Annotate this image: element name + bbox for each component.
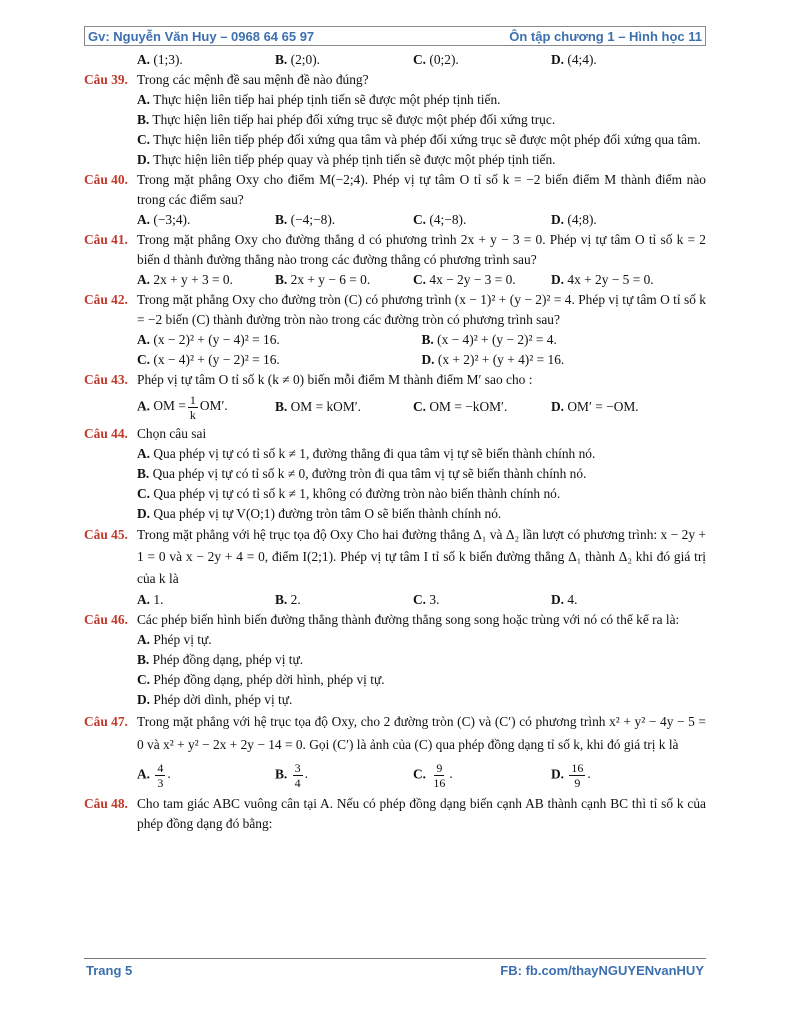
q47-option-a: $\frac{4}{3}$ . (157, 760, 171, 790)
question-stem: Trong mặt phẳng với hệ trục tọa độ Oxy, cho 2 đường tròn (C) và (C′) có phương trình x² + y² − 4y − 5 = 0 và x² + y² − 2x + 2y − 14 = 0. Gọi (C′) là ảnh của (C) qua phép đồng dạng tỉ số k, khi đó giá trị k là (137, 714, 706, 752)
q38-options: A. (1;3). B. (2;0). C. (0;2). D. (4;4). (137, 52, 597, 67)
question-40 (84, 170, 706, 210)
question-43 (84, 370, 706, 390)
q38-option-c: (0;2). (429, 52, 459, 67)
q41-options: A. 2x + y + 3 = 0. B. 2x + y − 6 = 0. C. 4x − 2y − 3 = 0. D. 4x + 2y − 5 = 0. (137, 272, 654, 287)
question-number: Câu 44. (84, 426, 128, 441)
facebook-link[interactable]: FB: fb.com/thayNGUYENvanHUY (500, 963, 704, 978)
q45-option-c: 3. (429, 592, 440, 607)
q47-option-d: $\frac{16}{9}$ . (571, 760, 591, 790)
question-number: Câu 48. (84, 796, 128, 811)
q40-option-d: (4;8). (567, 212, 597, 227)
q40-option-c: (4;−8). (429, 212, 467, 227)
q40-options: A. (−3;4). B. (−4;−8). C. (4;−8). D. (4;8). (137, 212, 597, 227)
question-stem: Trong mặt phẳng với hệ trục tọa độ Oxy Cho hai đường thẳng Δ₁ và Δ₂ lần lượt có phương trình: x − 2y + 1 = 0 và x − 2y + 4 = 0, điểm I(2;1). Phép vị tự tâm I tỉ số k biến đường thẳng Δ₁ thành Δ₂ khi đó giá trị của k là (137, 527, 706, 586)
q44-option-d: D. Qua phép vị tự V(O;1) đường tròn tâm O sẽ biến thành chính nó. (137, 506, 502, 521)
q42-options-cd: C. (x − 4)² + (y − 2)² = 16. D. (x + 2)² + (y + 4)² = 16. (137, 352, 565, 367)
question-47 (84, 710, 706, 756)
page-content (84, 50, 706, 834)
q47-option-b: $\frac{3}{4}$ . (294, 760, 308, 790)
question-41 (84, 230, 706, 270)
q45-option-b: 2. (290, 592, 301, 607)
page-footer (84, 958, 706, 978)
q41-option-d: 4x + 2y − 5 = 0. (567, 272, 654, 287)
header-author: Gv: Nguyễn Văn Huy – 0968 64 65 97 (88, 28, 315, 44)
question-46 (84, 610, 706, 630)
q43-option-d: OM′ = −OM. (567, 399, 639, 414)
q38-option-d: (4;4). (567, 52, 597, 67)
q45-option-d: 4. (567, 592, 578, 607)
q39-option-a: A. Thực hiện liên tiếp hai phép tịnh tiến sẽ được một phép tịnh tiến. (137, 92, 501, 107)
q41-option-a: 2x + y + 3 = 0. (153, 272, 233, 287)
question-stem: Trong mặt phẳng Oxy cho đường tròn (C) có phương trình (x − 1)² + (y − 2)² = 4. Phép vị tự tâm O tỉ số k = −2 biến (C) thành đường tròn nào trong các đường tròn có phương trình sau? (137, 292, 706, 327)
q45-options: A. 1. B. 2. C. 3. D. 4. (137, 592, 578, 607)
q40-option-b: (−4;−8). (290, 212, 336, 227)
question-stem: Trong mặt phẳng Oxy cho điểm M(−2;4). Phép vị tự tâm O tỉ số k = −2 biến điểm M thành điểm nào trong các điểm sau? (137, 172, 706, 207)
q44-option-b: B. Qua phép vị tự có tỉ số k ≠ 0, đường tròn đi qua tâm vị tự sẽ biến thành chính nó. (137, 466, 587, 481)
q46-option-c: C. Phép đồng dạng, phép dời hình, phép vị tự. (137, 672, 385, 687)
question-stem: Phép vị tự tâm O tỉ số k (k ≠ 0) biến mỗi điểm M thành điểm M′ sao cho : (137, 372, 533, 387)
q39-option-d: D. Thực hiện liên tiếp phép quay và phép tịnh tiến sẽ được một phép tịnh tiến. (137, 152, 556, 167)
q47-options: A. $\frac{4}{3}$ . B. $\frac{3}{4}$ . C. $\frac{9}{16}$ . D. $\frac{16}{9}$ . (137, 760, 591, 790)
question-number: Câu 42. (84, 292, 128, 307)
question-48 (84, 794, 706, 834)
q42-option-c: (x − 4)² + (y − 2)² = 16. (153, 352, 280, 367)
q42-option-b: (x − 4)² + (y − 2)² = 4. (437, 332, 557, 347)
q38-option-b: (2;0). (290, 52, 321, 67)
q42-option-a: (x − 2)² + (y − 4)² = 16. (153, 332, 280, 347)
q40-option-a: (−3;4). (153, 212, 191, 227)
page-number: Trang 5 (86, 963, 133, 978)
question-number: Câu 45. (84, 527, 128, 542)
q46-option-d: D. Phép dời dình, phép vị tự. (137, 692, 293, 707)
q43-option-c: OM = −kOM′. (429, 399, 508, 414)
question-39 (84, 70, 706, 90)
question-stem: Trong các mệnh đề sau mệnh đề nào đúng? (137, 72, 369, 87)
q44-option-a: A. Qua phép vị tự có tỉ số k ≠ 1, đường thẳng đi qua tâm vị tự sẽ biến thành chính nó. (137, 446, 596, 461)
q38-option-a: (1;3). (153, 52, 183, 67)
q46-option-a: A. Phép vị tự. (137, 632, 212, 647)
question-stem: Cho tam giác ABC vuông cân tại A. Nếu có phép đồng dạng biến cạnh AB thành cạnh BC thì tỉ số k của phép đồng dạng đó bằng: (137, 796, 706, 831)
question-45 (84, 524, 706, 590)
header-topic: Ôn tập chương 1 – Hình học 11 (509, 28, 702, 44)
page-header (84, 26, 706, 46)
question-number: Câu 47. (84, 714, 128, 729)
question-stem: Chọn câu sai (137, 426, 207, 441)
q39-option-c: C. Thực hiện liên tiếp phép đối xứng qua tâm và phép đối xứng trục sẽ được một phép đối xứng qua tâm. (137, 132, 701, 147)
q46-option-b: B. Phép đồng dạng, phép vị tự. (137, 652, 304, 667)
q44-option-c: C. Qua phép vị tự có tỉ số k ≠ 1, không có đường tròn nào biến thành chính nó. (137, 486, 561, 501)
question-44 (84, 424, 706, 444)
q43-option-b: OM = kOM′. (290, 399, 362, 414)
question-stem: Trong mặt phẳng Oxy cho đường thẳng d có phương trình 2x + y − 3 = 0. Phép vị tự tâm O tỉ số k = 2 biến d thành đường thẳng nào trong các đường thẳng có phương trình sau? (137, 232, 706, 267)
q47-option-c: $\frac{9}{16}$ . (433, 760, 453, 790)
question-number: Câu 46. (84, 612, 128, 627)
question-42 (84, 290, 706, 330)
question-stem: Các phép biến hình biến đường thẳng thành đường thẳng song song hoặc trùng với nó có thể kể ra là: (137, 612, 680, 627)
question-number: Câu 43. (84, 372, 128, 387)
q41-option-c: 4x − 2y − 3 = 0. (429, 272, 516, 287)
q42-option-d: (x + 2)² + (y + 4)² = 16. (437, 352, 565, 367)
q45-option-a: 1. (153, 592, 164, 607)
q41-option-b: 2x + y − 6 = 0. (290, 272, 371, 287)
q43-options: A. OM = $\frac{1}{k}$ OM′. B. OM = kOM′. C. OM = −kOM′. D. OM′ = −OM. (137, 392, 639, 422)
q43-option-a: OM = $\frac{1}{k}$ OM′. (153, 392, 228, 422)
q42-options-ab: A. (x − 2)² + (y − 4)² = 16. B. (x − 4)² + (y − 2)² = 4. (137, 332, 557, 347)
question-number: Câu 41. (84, 232, 128, 247)
q39-option-b: B. Thực hiện liên tiếp hai phép đối xứng trục sẽ được một phép đối xứng trục. (137, 112, 556, 127)
question-number: Câu 39. (84, 72, 128, 87)
question-number: Câu 40. (84, 172, 128, 187)
